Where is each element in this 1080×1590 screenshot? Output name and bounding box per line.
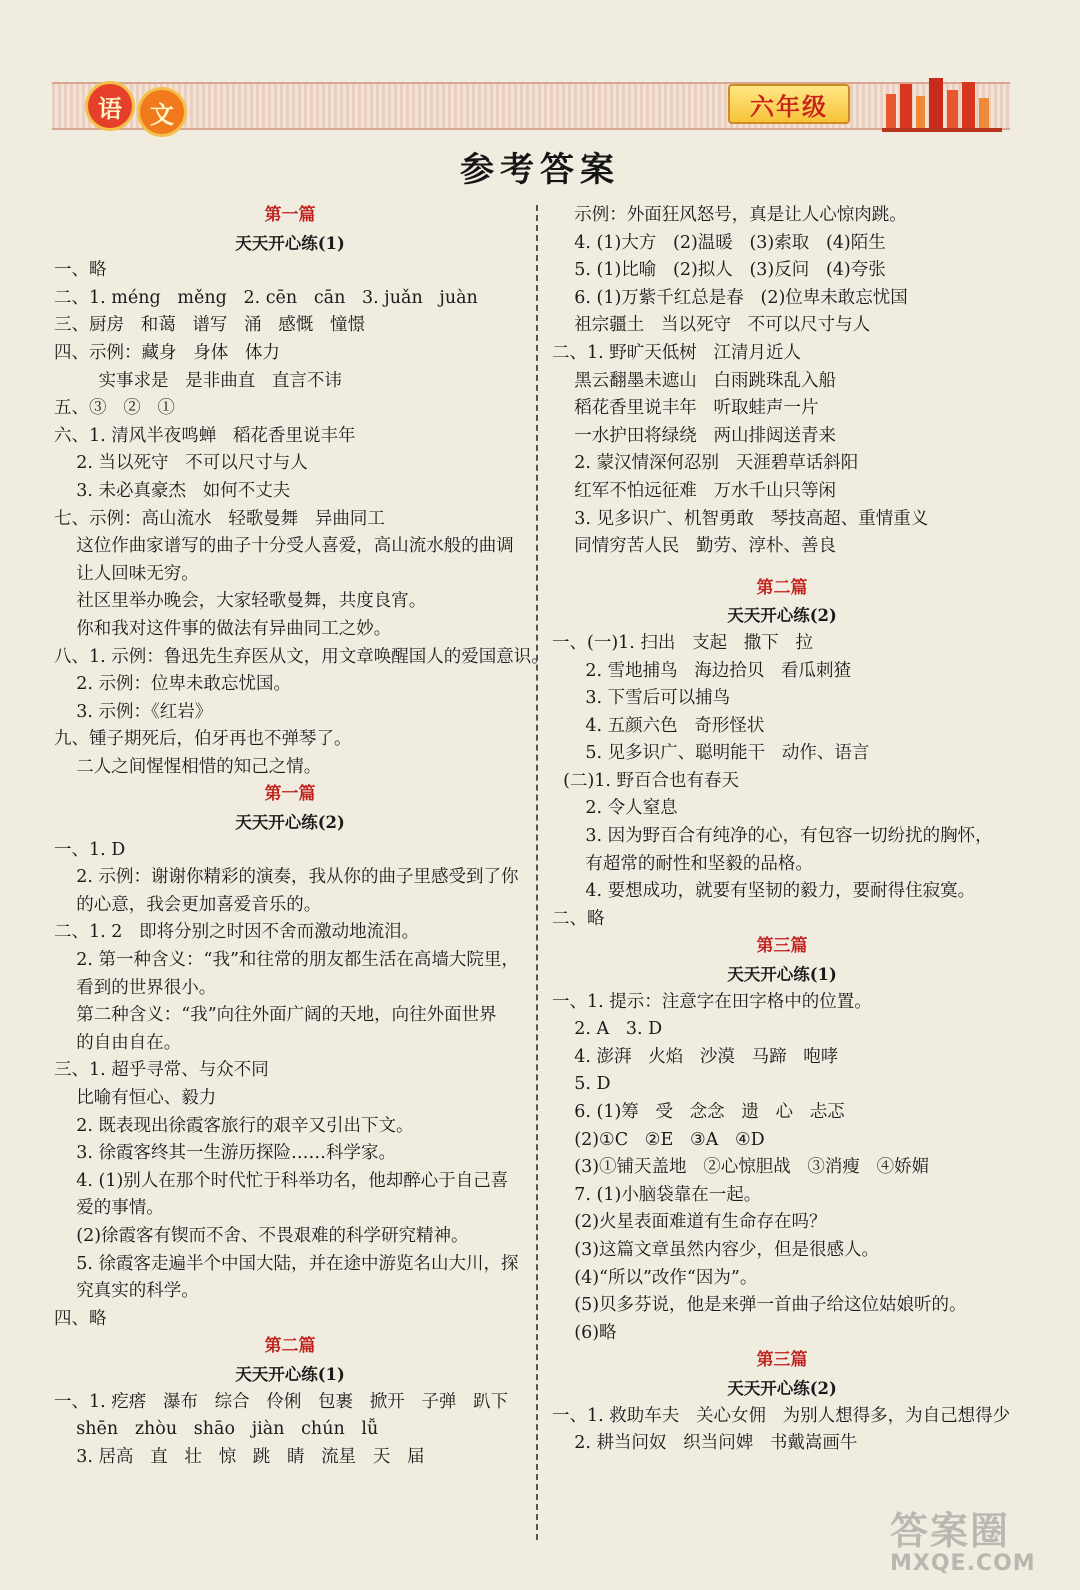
answer-line: (5)贝多芬说，他是来弹一首曲子给这位姑娘听的。	[552, 1295, 967, 1316]
skyline-icon	[882, 72, 1002, 132]
column-divider	[536, 205, 538, 1540]
answer-line: 7. (1)小脑袋靠在一起。	[552, 1184, 762, 1205]
answer-line: 一、略	[54, 260, 107, 281]
answer-line: shēn zhòu shāo jiàn chún lǚ	[54, 1419, 379, 1440]
answer-line: (2)①C ②E ③A ④D	[552, 1129, 765, 1150]
answer-line: 3. 示例：《红岩》	[54, 701, 213, 722]
answer-line: 3. 因为野百合有纯净的心，有包容一切纷扰的胸怀，	[552, 826, 993, 847]
answer-line: 究真实的科学。	[54, 1281, 199, 1302]
answer-line: 社区里举办晚会，大家轻歌曼舞，共度良宵。	[54, 591, 427, 612]
spacer	[552, 561, 1012, 575]
answer-line: (6)略	[552, 1322, 617, 1343]
answer-line: 第二种含义：“我”向往外面广阔的天地，向往外面世界	[54, 1005, 497, 1026]
answer-line: 2. 雪地捕鸟 海边拾贝 看瓜刺猹	[552, 660, 852, 681]
answer-line: 黑云翻墨未遮山 白雨跳珠乱入船	[552, 370, 836, 391]
answer-line: (二)1. 野百合也有春天	[552, 770, 740, 791]
answer-line: 二、1. 野旷天低树 江清月近人	[552, 342, 801, 363]
section-heading: 第二篇	[264, 1336, 316, 1357]
answer-line: 六、1. 清风半夜鸣蝉 稻花香里说丰年	[54, 425, 356, 446]
answer-line: 2. A 3. D	[552, 1019, 663, 1040]
answer-line: 二、略	[552, 908, 605, 929]
answer-line: 2. 当以死守 不可以尺寸与人	[54, 453, 308, 474]
answer-line: 3. 徐霞客终其一生游历探险……科学家。	[54, 1143, 397, 1164]
left-column	[54, 202, 549, 1471]
answer-line: 一、1. 疙瘩 瀑布 综合 伶俐 包裹 掀开 子弹 趴下	[54, 1391, 509, 1412]
answer-line: 比喻有恒心、毅力	[54, 1088, 217, 1108]
answer-line: 3. 未必真豪杰 如何不丈夫	[54, 480, 291, 501]
answer-line: 二、1. 2 即将分别之时因不舍而激动地流泪。	[54, 922, 420, 943]
subject-logo-char-1: 语	[88, 84, 132, 128]
answer-line: 2. 第一种含义：“我”和往常的朋友都生活在高墙大院里，	[54, 950, 519, 971]
exercise-heading: 天天开心练(2)	[727, 606, 837, 626]
section-heading: 第一篇	[264, 205, 316, 225]
answer-line: 祖宗疆土 当以死守 不可以尺寸与人	[552, 315, 871, 336]
answer-line: 红军不怕远征难 万水千山只等闲	[552, 480, 836, 501]
exercise-heading: 天天开心练(2)	[235, 813, 345, 833]
answer-line: 2. 蒙汉情深何忍别 天涯碧草话斜阳	[552, 453, 859, 474]
answer-line: 一、1. D	[54, 839, 126, 860]
answer-line: 2. 令人窒息	[552, 798, 678, 819]
answer-line: 2. 示例：位卑未敢忘忧国。	[54, 674, 292, 695]
answer-line: 3. 见多识广、机智勇敢 琴技高超、重情重义	[552, 508, 929, 529]
answer-line: (2)火星表面难道有生命存在吗？	[552, 1212, 827, 1233]
answer-line: 你和我对这件事的做法有异曲同工之妙。	[54, 618, 392, 639]
answer-line: 看到的世界很小。	[54, 977, 217, 998]
answer-line: 这位作曲家谱写的曲子十分受人喜爱，高山流水般的曲调	[54, 536, 514, 557]
answer-line: 四、示例：藏身 身体 体力	[54, 342, 280, 363]
answer-line: 4. 澎湃 火焰 沙漠 马蹄 咆哮	[552, 1046, 839, 1067]
watermark-url: MXQE.COM	[890, 1551, 1036, 1576]
answer-line: 3. 居高 直 壮 惊 跳 睛 流星 天 届	[54, 1446, 425, 1467]
section-heading: 第二篇	[756, 577, 808, 598]
answer-line: (4)“所以”改作“因为”。	[552, 1267, 758, 1288]
grade-badge: 六年级	[728, 84, 850, 124]
answer-line: 4. 五颜六色 奇形怪状	[552, 715, 765, 736]
header-banner	[52, 82, 1010, 130]
answer-line: 八、1. 示例：鲁迅先生弃医从文，用文章唤醒国人的爱国意识。	[54, 646, 549, 667]
subject-logo-char-2: 文	[140, 90, 184, 134]
answer-line: 七、示例：高山流水 轻歌曼舞 异曲同工	[54, 508, 385, 529]
answer-line: (3)①铺天盖地 ②心惊胆战 ③消瘦 ④娇媚	[552, 1157, 930, 1178]
answer-line: 5. 徐霞客走遍半个中国大陆，并在途中游览名山大川，探	[54, 1253, 519, 1274]
answer-line: 让人回味无穷。	[54, 563, 199, 584]
answer-line: (2)徐霞客有锲而不舍、不畏艰难的科学研究精神。	[54, 1225, 469, 1246]
section-heading: 第一篇	[264, 784, 316, 805]
answer-line: 示例：外面狂风怒号，真是让人心惊肉跳。	[552, 205, 907, 225]
answer-line: 一、(一)1. 扫出 支起 撒下 拉	[552, 632, 813, 653]
answer-line: 5. 见多识广、聪明能干 动作、语言	[552, 743, 870, 764]
answer-line: 5. D	[552, 1074, 611, 1095]
answer-line: (3)这篇文章虽然内容少，但是很感人。	[552, 1239, 880, 1260]
watermark-brand: 答案圈	[890, 1509, 1011, 1553]
right-column	[552, 202, 1012, 1458]
answer-line: 2. 既表现出徐霞客旅行的艰辛又引出下文。	[54, 1115, 414, 1136]
exercise-heading: 天天开心练(1)	[727, 965, 837, 985]
answer-line: 的心意，我会更加喜爱音乐的。	[54, 894, 322, 915]
watermark	[890, 1500, 1070, 1580]
answer-line: 一、1. 提示：注意字在田字格中的位置。	[552, 991, 872, 1012]
answer-line: 6. (1)筹 受 念念 遗 心 忐忑	[552, 1102, 845, 1122]
answer-line: 2. 示例：谢谢你精彩的演奏，我从你的曲子里感受到了你	[54, 867, 519, 888]
answer-line: 4. (1)大方 (2)温暖 (3)索取 (4)陌生	[552, 232, 886, 253]
answer-line: 二、1. méng měng 2. cēn cān 3. juǎn juàn	[54, 287, 478, 308]
answer-line: 三、厨房 和蔼 谱写 涌 感慨 憧憬	[54, 315, 365, 336]
answer-line: 五、③ ② ①	[54, 398, 175, 419]
section-heading: 第三篇	[756, 1350, 808, 1371]
answer-line: 5. (1)比喻 (2)拟人 (3)反问 (4)夸张	[552, 260, 886, 281]
answer-line: 一、1. 救助车夫 关心女佣 为别人想得多，为自己想得少	[552, 1405, 1011, 1426]
answer-line: 3. 下雪后可以捕鸟	[552, 688, 731, 709]
answer-line: 一水护田将绿绕 两山排闼送青来	[552, 425, 836, 446]
answer-line: 有超常的耐性和坚毅的品格。	[552, 853, 813, 874]
page-title: 参考答案	[460, 150, 620, 190]
exercise-heading: 天天开心练(2)	[727, 1378, 837, 1398]
section-heading: 第三篇	[756, 936, 808, 957]
answer-line: 稻花香里说丰年 听取蛙声一片	[552, 398, 819, 419]
answer-line: 2. 耕当问奴 织当问婢 书戴嵩画牛	[552, 1433, 858, 1454]
answer-line: 爱的事情。	[54, 1198, 164, 1219]
exercise-heading: 天天开心练(1)	[235, 1364, 345, 1384]
answer-line: 4. (1)别人在那个时代忙于科举功名，他却醉心于自己喜	[54, 1170, 509, 1191]
answer-line: 4. 要想成功，就要有坚韧的毅力，要耐得住寂寞。	[552, 881, 976, 902]
answer-line: 的自由自在。	[54, 1032, 182, 1053]
answer-line: 二人之间惺惺相惜的知己之情。	[54, 756, 322, 777]
answer-line: 四、略	[54, 1308, 107, 1329]
answer-line: 6. (1)万紫千红总是春 (2)位卑未敢忘忧国	[552, 287, 908, 308]
answer-line: 同情穷苦人民 勤劳、淳朴、善良	[552, 536, 836, 557]
answer-line: 三、1. 超乎寻常、与众不同	[54, 1060, 269, 1081]
answer-line: 实事求是 是非曲直 直言不讳	[54, 370, 342, 391]
answer-line: 九、锺子期死后，伯牙再也不弹琴了。	[54, 729, 352, 750]
exercise-heading: 天天开心练(1)	[235, 233, 345, 253]
